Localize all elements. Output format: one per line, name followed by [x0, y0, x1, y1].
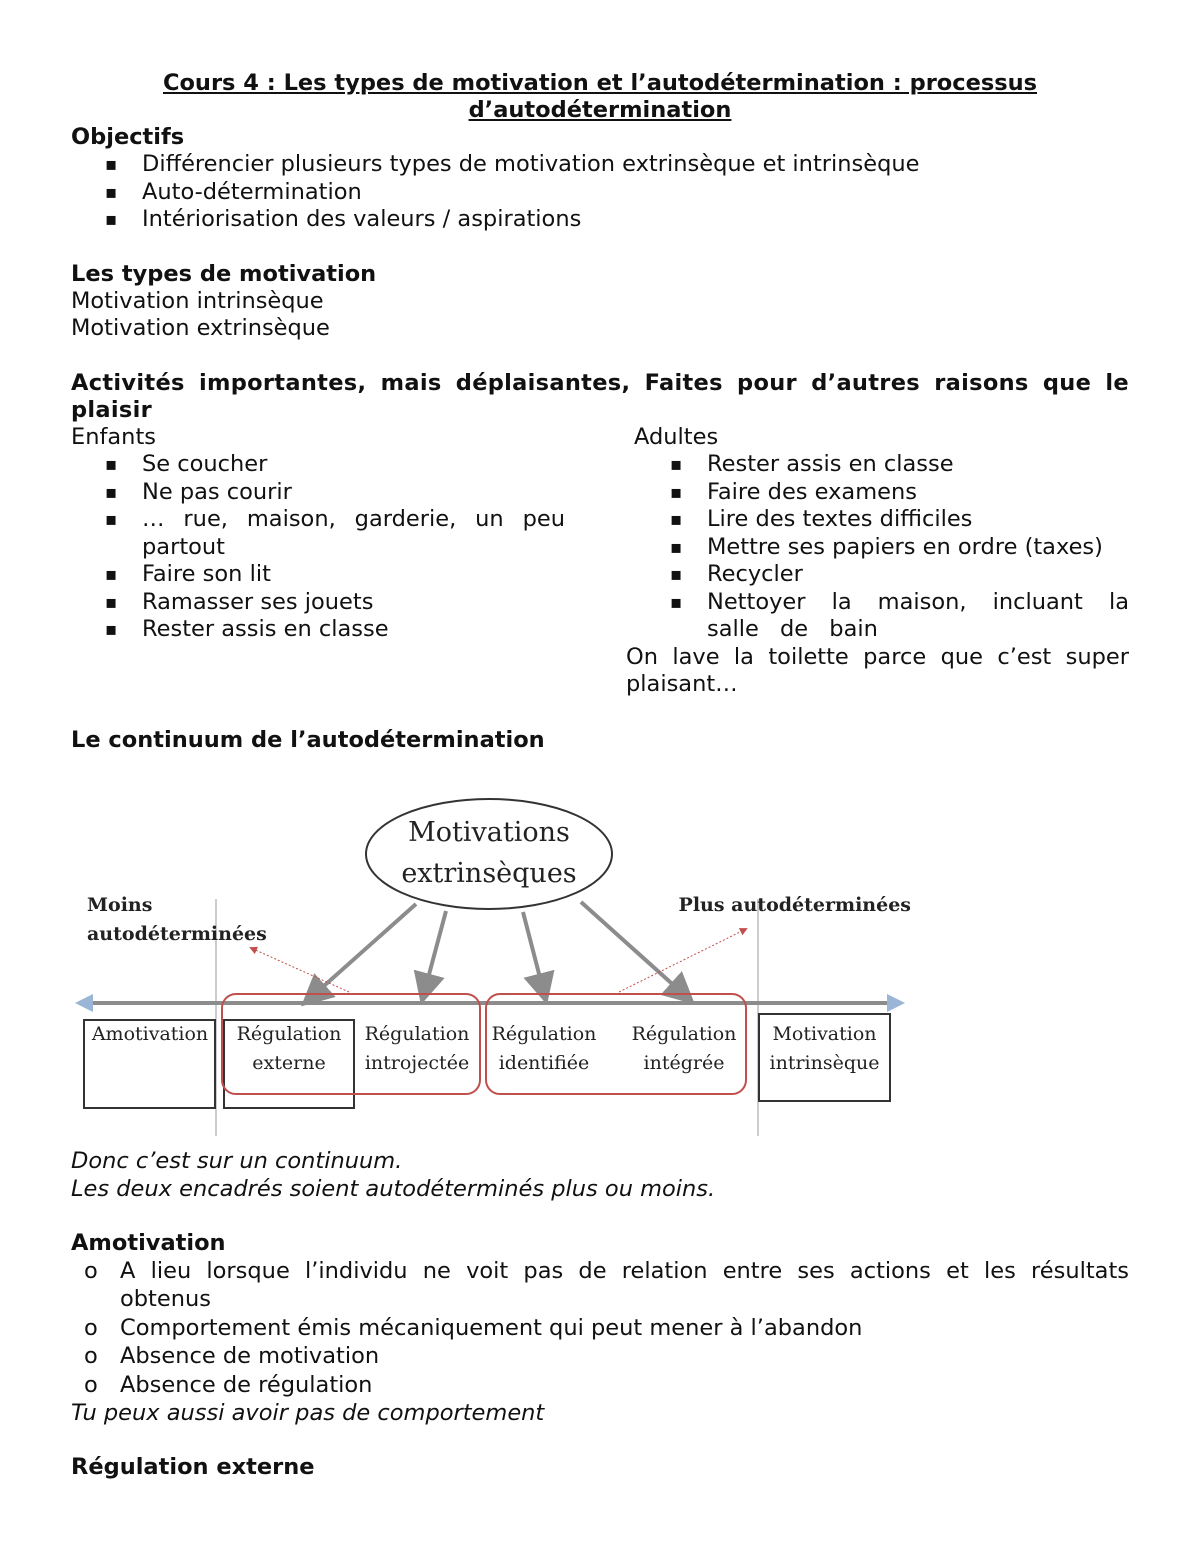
motivation-intrinseque-line-1: Motivation: [772, 1022, 877, 1045]
activites-heading: Activités importantes, mais déplaisantes, Faites pour d’autres raisons que le plaisir: [71, 369, 1129, 423]
regulation-identifiee-label: [483, 1020, 605, 1078]
regulation-externe-line-1: Régulation: [236, 1022, 342, 1045]
amotivation-note: Tu peux aussi avoir pas de comportement: [71, 1400, 545, 1426]
regulation-introjectee-line-2: introjectée: [364, 1051, 470, 1074]
list-item: ▪ Ramasser ses jouets: [71, 589, 565, 617]
regulation-integree-line-2: intégrée: [643, 1051, 725, 1074]
regulation-integree-label: [623, 1020, 745, 1078]
arrow-to-introjectee: [423, 911, 446, 997]
regulation-integree-line-1: Régulation: [631, 1022, 737, 1045]
list-item: ▪ Différencier plusieurs types de motivation extrinsèque et intrinsèque: [71, 151, 1129, 179]
regulation-identifiee-line-1: Régulation: [491, 1022, 597, 1045]
regulation-identifiee-line-2: identifiée: [498, 1051, 590, 1074]
list-item: o Comportement émis mécaniquement qui peut mener à l’abandon: [71, 1314, 1129, 1343]
regulation-externe-label: [223, 1020, 355, 1078]
objectifs-list: [71, 151, 1129, 234]
amotivation-label: Amotivation: [91, 1022, 209, 1045]
continuum-diagram: [71, 764, 931, 1160]
title-line-2: d’autodétermination: [468, 97, 732, 123]
title-line-1: Cours 4 : Les types de motivation et l’autodétermination : processus: [162, 70, 1038, 96]
adultes-list: [626, 451, 1129, 644]
regulation-introjectee-label: [353, 1020, 481, 1078]
red-arrow-left: [251, 948, 349, 992]
moins-label: Moins autodéterminées: [87, 893, 267, 945]
ellipse-line-2: extrinsèques: [401, 857, 577, 889]
list-item: ▪ Intériorisation des valeurs / aspirations: [71, 206, 1129, 234]
regulation-introjectee-line-1: Régulation: [364, 1022, 470, 1045]
list-item: ▪ Mettre ses papiers en ordre (taxes): [626, 534, 1129, 562]
regulation-externe-heading: Régulation externe: [71, 1454, 315, 1480]
continuum-note: Les deux encadrés soient autodéterminés plus ou moins.: [71, 1175, 716, 1202]
enfants-list: [71, 451, 565, 644]
list-item: ▪ Auto-détermination: [71, 179, 1129, 207]
regulation-externe-line-2: externe: [252, 1051, 326, 1074]
list-item: o Absence de motivation: [71, 1342, 1129, 1371]
type-line: Motivation intrinsèque: [71, 287, 324, 314]
types-heading: Les types de motivation: [71, 260, 377, 287]
red-arrow-right: [619, 929, 746, 992]
activites-columns: [71, 424, 1129, 700]
amotivation-list: [71, 1257, 1129, 1400]
motivation-intrinseque-line-2: intrinsèque: [769, 1051, 880, 1074]
ellipse-label: [371, 812, 607, 894]
axis-right-arrowhead: [887, 994, 905, 1012]
list-item: ▪ Ne pas courir: [71, 479, 565, 507]
list-item: ▪ Se coucher: [71, 451, 565, 479]
list-item: ▪ Lire des textes difficiles: [626, 506, 1129, 534]
list-item: ▪ Faire des examens: [626, 479, 1129, 507]
list-item: ▪ Rester assis en classe: [71, 616, 565, 644]
list-item: o Absence de régulation: [71, 1371, 1129, 1400]
arrow-to-identifiee: [523, 912, 545, 997]
axis-left-arrowhead: [75, 994, 93, 1012]
list-item: ▪ Recycler: [626, 561, 1129, 589]
document-page: [71, 70, 1129, 1481]
continuum-note: Donc c’est sur un continuum.: [71, 1147, 403, 1174]
plus-label: Plus autodéterminées: [678, 893, 911, 916]
list-item: ▪ Faire son lit: [71, 561, 565, 589]
list-item: ▪ … rue, maison, garderie, un peu partout: [71, 506, 565, 561]
adultes-label: Adultes: [634, 423, 719, 450]
adultes-note: On lave la toilette parce que c’est super plaisant…: [626, 643, 1129, 697]
objectifs-heading: Objectifs: [71, 124, 185, 150]
continuum-heading: Le continuum de l’autodétermination: [71, 726, 545, 753]
type-line: Motivation extrinsèque: [71, 315, 330, 341]
ellipse-line-1: Motivations: [408, 816, 570, 848]
motivation-intrinseque-label: [759, 1020, 890, 1078]
enfants-column: [71, 424, 565, 644]
list-item: ▪ Nettoyer la maison, incluant la salle de bain: [626, 589, 1129, 644]
adultes-column: [626, 424, 1129, 699]
list-item: o A lieu lorsque l’individu ne voit pas de relation entre ses actions et les résultats obtenus: [71, 1257, 1129, 1314]
amotivation-heading: Amotivation: [71, 1229, 226, 1256]
page-title: [71, 70, 1129, 124]
list-item: ▪ Rester assis en classe: [626, 451, 1129, 479]
enfants-label: Enfants: [71, 423, 156, 450]
